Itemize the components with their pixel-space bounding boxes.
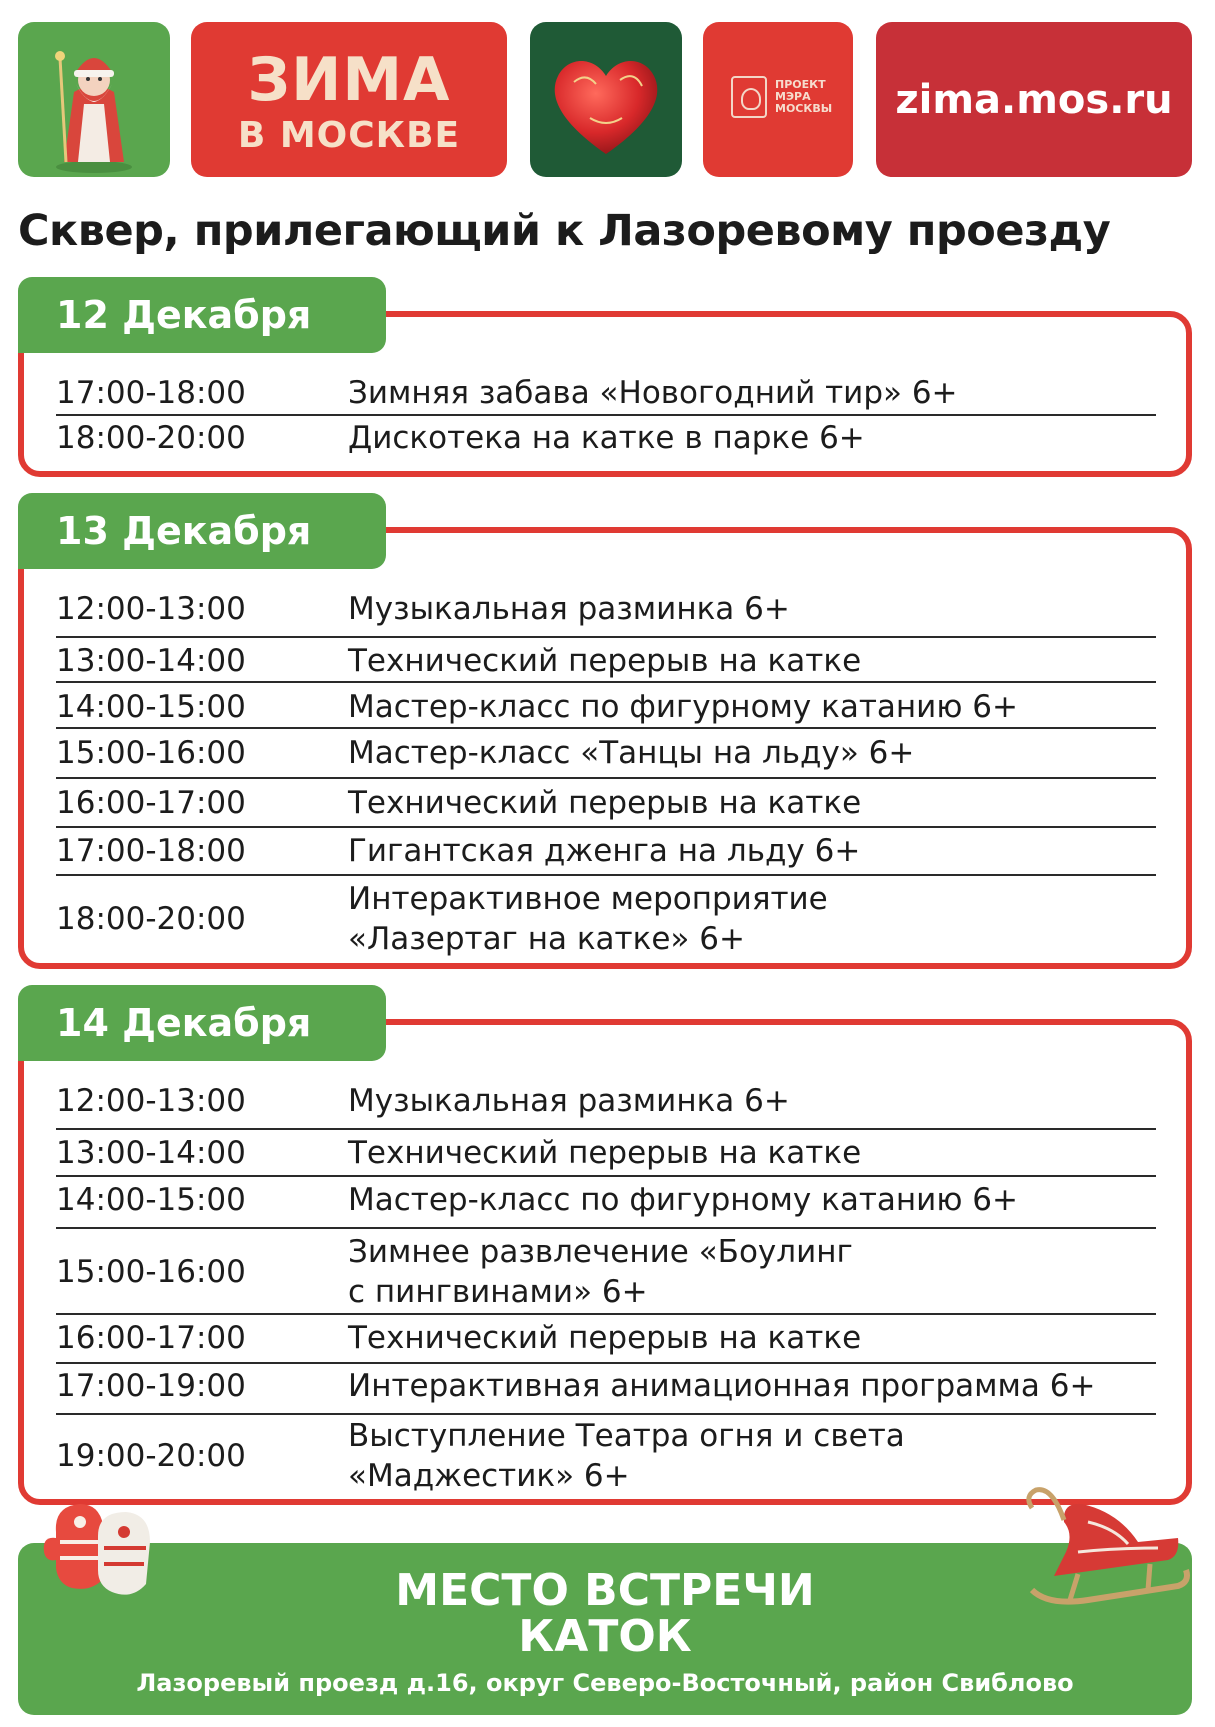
event-time: 12:00-13:00 xyxy=(56,591,246,627)
event-row xyxy=(56,1316,1156,1360)
row-divider xyxy=(56,1175,1156,1177)
event-title: Интерактивное мероприятие «Лазертаг на катке» 6+ xyxy=(348,881,828,957)
event-title: Зимнее развлечение «Боулинг с пингвинами» 6+ xyxy=(348,1234,853,1310)
event-row xyxy=(56,731,1156,775)
row-divider xyxy=(56,727,1156,729)
event-title: Гигантская дженга на льду 6+ xyxy=(348,833,861,869)
mittens-icon xyxy=(36,1492,166,1612)
event-title: Дискотека на катке в парке 6+ xyxy=(348,420,865,456)
event-title: Музыкальная разминка 6+ xyxy=(348,591,790,627)
day-date: 12 Декабря xyxy=(18,277,386,353)
day-date: 13 Декабря xyxy=(18,493,386,569)
event-title: Мастер-класс по фигурному катанию 6+ xyxy=(348,689,1018,725)
event-time: 16:00-17:00 xyxy=(56,1320,246,1356)
event-row xyxy=(56,417,1156,459)
row-divider xyxy=(56,777,1156,779)
page-title: Сквер, прилегающий к Лазоревому проезду xyxy=(18,206,1111,256)
moscow-emblem-icon xyxy=(731,76,767,118)
event-row xyxy=(56,877,1156,961)
sled-icon xyxy=(1018,1482,1194,1612)
event-title: Интерактивная анимационная программа 6+ xyxy=(348,1368,1096,1404)
event-time: 14:00-15:00 xyxy=(56,689,246,725)
day-date: 14 Декабря xyxy=(18,985,386,1061)
row-divider xyxy=(56,1128,1156,1130)
event-row xyxy=(56,685,1156,729)
santa-figurine-icon xyxy=(18,22,170,177)
logo-line-1: ЗИМА xyxy=(247,45,451,115)
event-title: Технический перерыв на катке xyxy=(348,785,862,821)
site-link[interactable]: zima.mos.ru xyxy=(895,76,1173,123)
row-divider xyxy=(56,1313,1156,1315)
event-row xyxy=(56,1131,1156,1175)
event-row xyxy=(56,587,1156,631)
event-time: 17:00-18:00 xyxy=(56,375,246,411)
day-section-14 xyxy=(18,985,1192,1505)
event-time: 19:00-20:00 xyxy=(56,1438,246,1474)
mayor-project-label: ПРОЕКТ МЭРА МОСКВЫ xyxy=(775,78,833,115)
event-row xyxy=(56,372,1156,414)
event-title: Выступление Театра огня и света «Маджестик» 6+ xyxy=(348,1418,905,1494)
event-time: 13:00-14:00 xyxy=(56,1135,246,1171)
meeting-place-address: Лазоревый проезд д.16, округ Северо-Восточный, район Свиблово xyxy=(136,1669,1074,1697)
meeting-place-title: МЕСТО ВСТРЕЧИ xyxy=(395,1565,815,1616)
row-divider xyxy=(56,874,1156,876)
row-divider xyxy=(56,1227,1156,1229)
event-row xyxy=(56,829,1156,873)
santa-tile xyxy=(18,22,170,177)
event-row xyxy=(56,1414,1156,1498)
row-divider xyxy=(56,636,1156,638)
event-time: 15:00-16:00 xyxy=(56,735,246,771)
event-time: 14:00-15:00 xyxy=(56,1182,246,1218)
event-time: 18:00-20:00 xyxy=(56,420,246,456)
mayor-project-tile xyxy=(703,22,853,177)
logo-line-2: В МОСКВЕ xyxy=(237,115,461,156)
event-title: Музыкальная разминка 6+ xyxy=(348,1083,790,1119)
row-divider xyxy=(56,826,1156,828)
event-row xyxy=(56,639,1156,683)
meeting-place-banner xyxy=(18,1543,1192,1715)
event-row xyxy=(56,1364,1156,1408)
event-row xyxy=(56,1230,1156,1314)
event-time: 15:00-16:00 xyxy=(56,1254,246,1290)
site-tile[interactable] xyxy=(876,22,1192,177)
meeting-place-name: КАТОК xyxy=(518,1611,692,1662)
event-time: 18:00-20:00 xyxy=(56,901,246,937)
zima-v-moskve-logo xyxy=(191,22,507,177)
row-divider xyxy=(56,414,1156,416)
day-section-13 xyxy=(18,493,1192,969)
event-time: 17:00-19:00 xyxy=(56,1368,246,1404)
event-row xyxy=(56,781,1156,825)
event-title: Технический перерыв на катке xyxy=(348,1135,862,1171)
event-row xyxy=(56,1079,1156,1123)
event-time: 12:00-13:00 xyxy=(56,1083,246,1119)
day-section-12 xyxy=(18,277,1192,477)
heart-ornament-icon xyxy=(530,22,682,177)
event-time: 16:00-17:00 xyxy=(56,785,246,821)
event-title: Мастер-класс «Танцы на льду» 6+ xyxy=(348,735,915,771)
row-divider xyxy=(56,681,1156,683)
event-time: 17:00-18:00 xyxy=(56,833,246,869)
event-title: Технический перерыв на катке xyxy=(348,643,862,679)
event-title: Мастер-класс по фигурному катанию 6+ xyxy=(348,1182,1018,1218)
event-row xyxy=(56,1178,1156,1222)
heart-tile xyxy=(530,22,682,177)
event-time: 13:00-14:00 xyxy=(56,643,246,679)
event-title: Зимняя забава «Новогодний тир» 6+ xyxy=(348,375,958,411)
event-title: Технический перерыв на катке xyxy=(348,1320,862,1356)
